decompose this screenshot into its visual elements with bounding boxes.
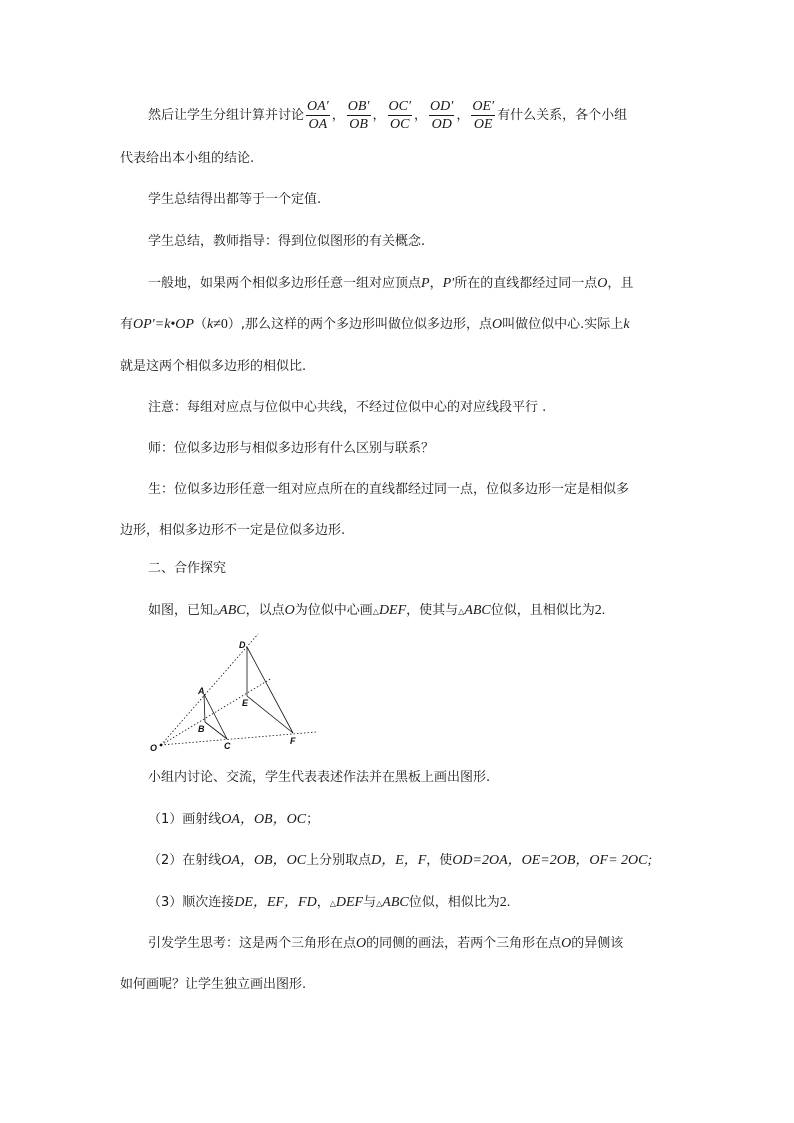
not-equal-zero: ≠0 <box>213 317 228 332</box>
step-3 <box>148 895 510 912</box>
ratio-value: 2. <box>594 603 606 618</box>
segment-ab <box>204 694 205 722</box>
var-o: O <box>597 276 608 291</box>
triangle-def: DEF <box>335 895 364 910</box>
text: 有 <box>120 317 134 332</box>
text: 位似，且相似比为 <box>490 603 595 618</box>
text: ，使其与 <box>406 603 459 618</box>
numerator: OA′ <box>307 99 329 114</box>
text: （ <box>193 317 207 332</box>
text: ，以点 <box>245 603 285 618</box>
triangle-def: DEF <box>378 603 407 618</box>
text: ，且 <box>607 276 634 291</box>
separator: ， <box>331 108 345 123</box>
definition-line3: 就是这两个相似多边形的相似比. <box>120 359 307 374</box>
segments: DE，EF，FD <box>234 895 317 910</box>
text: 为位似中心画 <box>294 603 373 618</box>
ray-oe <box>161 678 272 745</box>
var-p: P <box>421 276 430 291</box>
text: 如图，已知 <box>148 603 214 618</box>
problem-statement <box>148 603 605 620</box>
paragraph-think-line2: 如何画呢？让学生独立画出图形. <box>120 977 307 992</box>
triangle-abc: ABC <box>219 603 246 618</box>
paragraph-note: 注意：每组对应点与位似中心共线，不经过位似中心的对应线段平行 . <box>148 400 547 415</box>
numerator: OE′ <box>472 99 495 114</box>
segment-ca <box>204 694 227 739</box>
separator: ， <box>414 108 428 123</box>
ratio-value: 2. <box>499 895 511 910</box>
triangle-abc: ABC <box>464 603 491 618</box>
segment-fd <box>247 647 293 733</box>
text: 的异侧该 <box>571 936 624 951</box>
label-a: A <box>198 686 205 696</box>
text: 位似，相似比为 <box>408 895 500 910</box>
rays: OA，OB，OC <box>221 812 307 827</box>
denominator: OA <box>308 117 328 132</box>
text: 与 <box>363 895 377 910</box>
var-o: O <box>561 936 572 951</box>
var-k: k <box>206 317 214 332</box>
var-o: O <box>284 603 295 618</box>
triangle-symbol: △ <box>372 607 379 616</box>
var-k: k <box>623 317 630 332</box>
paragraph-student-answer-line2: 边形，相似多边形不一定是位似多边形. <box>120 523 346 538</box>
triangle-symbol: △ <box>213 607 220 616</box>
separator: ， <box>372 108 386 123</box>
ray-od <box>161 634 258 745</box>
definition-line1 <box>148 276 633 292</box>
point-o <box>160 744 163 747</box>
fraction-oe <box>471 99 495 132</box>
segment-ef <box>247 696 293 733</box>
paragraph-ratio-question <box>148 97 627 135</box>
section-heading: 二、合作探究 <box>148 561 227 576</box>
denominator: OB <box>349 117 368 132</box>
step-1 <box>148 812 319 828</box>
text: 上分别取点 <box>306 853 372 868</box>
fraction-od <box>429 99 454 132</box>
paragraph-student-answer-line1: 生：位似多边形任意一组对应点所在的直线都经过同一点，位似多边形一定是相似多 <box>148 482 630 497</box>
var-o: O <box>492 317 503 332</box>
fraction-ob <box>347 99 371 132</box>
paragraph-guidance: 学生总结，教师指导：得到位似图形的有关概念. <box>148 234 426 249</box>
step-2 <box>148 853 672 869</box>
text: ,那么这样的两个多边形叫做位似多边形，点 <box>240 317 493 332</box>
var-o: O <box>356 936 367 951</box>
points: D，E，F <box>371 853 427 868</box>
denominator: OE <box>473 117 493 132</box>
paragraph-think-line1 <box>148 936 623 952</box>
homothety-figure <box>148 632 328 756</box>
triangle-symbol: △ <box>458 607 465 616</box>
text: 然后让学生分组计算并讨论 <box>148 108 305 123</box>
triangle-symbol: △ <box>376 899 383 908</box>
text: 所在的直线都经过同一点 <box>454 276 598 291</box>
text: 一般地，如果两个相似多边形任意一组对应顶点 <box>148 276 422 291</box>
text: ， <box>429 276 443 291</box>
text: （1）画射线 <box>148 812 222 827</box>
paragraph-teacher-question: 师：位似多边形与相似多边形有什么区别与联系？ <box>148 441 435 456</box>
separator: ， <box>456 108 470 123</box>
text: ） <box>227 317 241 332</box>
text: 叫做位似中心.实际上 <box>502 317 624 332</box>
denominator: OD <box>431 117 452 132</box>
text: ； <box>306 812 320 827</box>
label-e: E <box>242 698 249 708</box>
text: 的同侧的画法，若两个三角形在点 <box>366 936 562 951</box>
rays: OA，OB，OC <box>221 853 307 868</box>
text: （3）顺次连接 <box>148 895 235 910</box>
numerator: OC′ <box>388 99 412 114</box>
segment-bc <box>205 722 227 739</box>
text: ，使 <box>426 853 453 868</box>
text: 引发学生思考：这是两个三角形在点 <box>148 936 357 951</box>
text: 有什么关系，各个小组 <box>497 108 628 123</box>
fraction-oa <box>306 99 330 132</box>
numerator: OB′ <box>347 99 370 114</box>
formula: OP′=k•OP <box>133 317 194 332</box>
paragraph-summary: 学生总结得出都等于一个定值. <box>148 192 322 207</box>
definition-line2 <box>120 317 630 333</box>
var-p-prime: P′ <box>442 276 455 291</box>
denominator: OC <box>390 117 410 132</box>
text: ， <box>316 895 330 910</box>
equations: OD=2OA，OE=2OB，OF= 2OC; <box>452 853 653 868</box>
numerator: OD′ <box>430 99 454 114</box>
fraction-oc <box>388 99 413 132</box>
triangle-symbol: △ <box>329 899 336 908</box>
label-f: F <box>290 736 296 746</box>
label-b: B <box>198 724 205 734</box>
triangle-abc: ABC <box>382 895 409 910</box>
label-c: C <box>224 741 231 751</box>
paragraph-ratio-question-line2: 代表给出本小组的结论. <box>120 151 255 166</box>
text: （2）在射线 <box>148 853 222 868</box>
label-d: D <box>239 640 246 650</box>
label-o: O <box>150 743 158 753</box>
paragraph-discussion: 小组内讨论、交流，学生代表表述作法并在黑板上画出图形. <box>148 770 491 785</box>
